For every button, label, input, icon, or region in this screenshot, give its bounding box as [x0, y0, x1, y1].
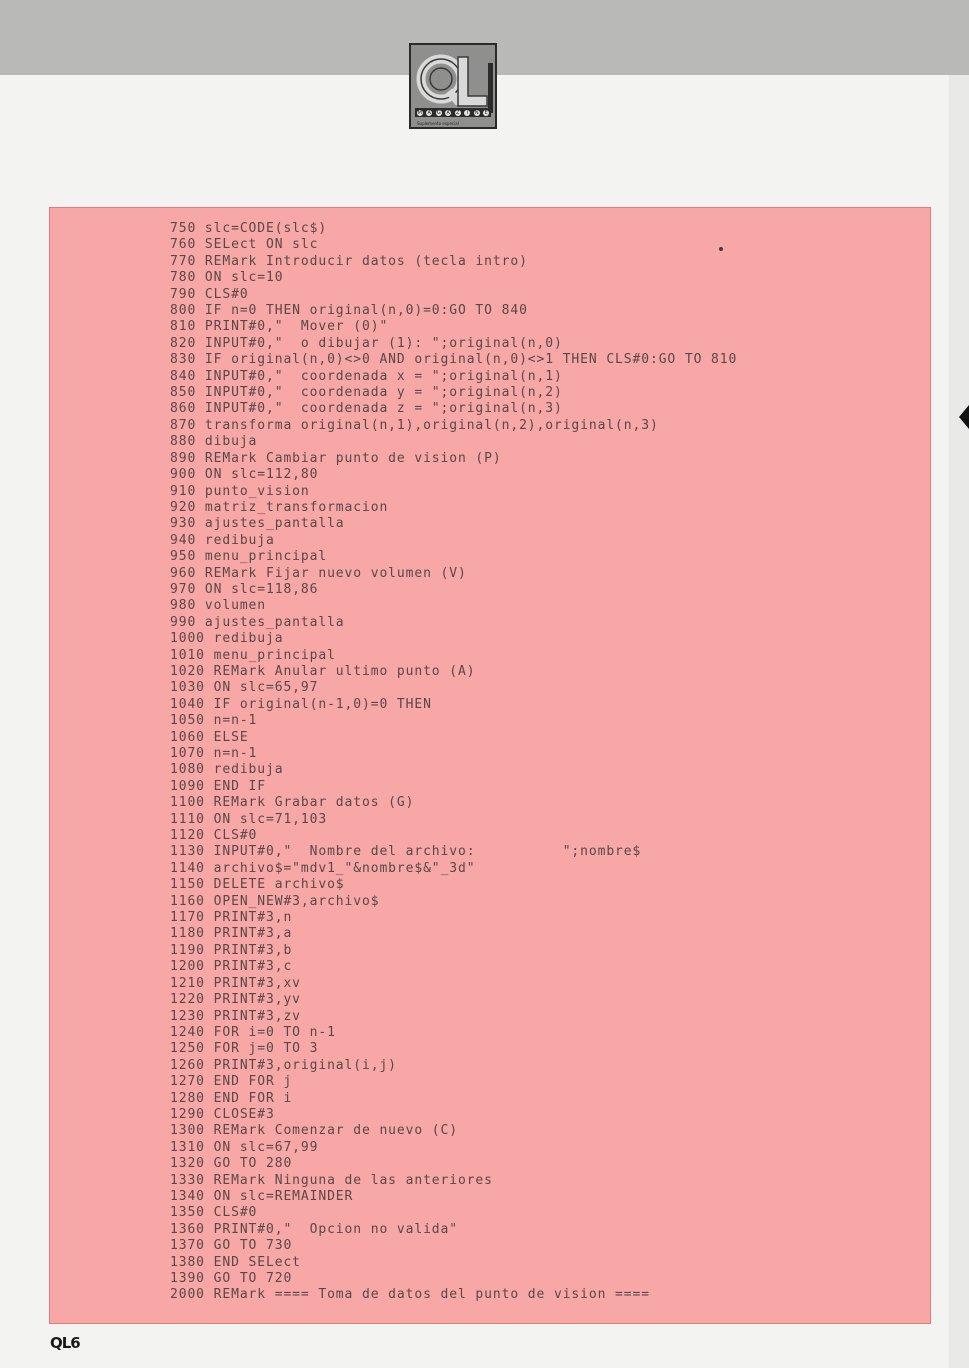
code-line: 1050 n=n-1: [170, 713, 258, 729]
code-line: 890 REMark Cambiar punto de vision (P): [170, 450, 502, 466]
code-line: 980 volumen: [170, 598, 266, 614]
code-line: 940 redibuja: [170, 532, 275, 548]
code-line: 1120 CLS#0: [170, 828, 258, 844]
page-number: QL6: [50, 1334, 80, 1352]
code-line: 1010 menu_principal: [170, 647, 336, 663]
code-line: 930 ajustes_pantalla: [170, 516, 345, 532]
code-line: 1210 PRINT#3,xv: [170, 975, 301, 991]
logo-ribbon-letter: I: [464, 110, 470, 116]
print-speck: [719, 247, 723, 251]
code-line: 750 slc=CODE(slc$): [170, 221, 328, 236]
code-line: 1140 archivo$="mdv1_"&nombre$&"_3d": [170, 860, 476, 876]
code-line: 950 menu_principal: [170, 549, 328, 565]
basic-code-listing: [170, 221, 737, 1304]
code-line: 1270 END FOR j: [170, 1074, 293, 1090]
code-line: 960 REMark Fijar nuevo volumen (V): [170, 565, 467, 581]
logo-ribbon-letter: A: [427, 109, 431, 116]
code-line: 830 IF original(n,0)<>0 AND original(n,0)<>1 THEN CLS#0:GO TO 810: [170, 352, 738, 368]
code-line: 790 CLS#0: [170, 286, 249, 302]
logo-ribbon-letter: N: [474, 109, 479, 116]
code-line: 880 dibuja: [170, 434, 258, 450]
code-line: 810 PRINT#0," Mover (0)": [170, 319, 389, 335]
code-line: 1130 INPUT#0," Nombre del archivo: ";nombre$: [170, 844, 642, 860]
code-line: 1310 ON slc=67,99: [170, 1139, 319, 1155]
code-line: 1070 n=n-1: [170, 746, 258, 761]
logo-ribbon-letter: A: [446, 109, 450, 116]
code-line: 1170 PRINT#3,n: [170, 910, 293, 926]
code-line: 1390 GO TO 720: [170, 1271, 293, 1286]
code-line: 900 ON slc=112,80: [170, 467, 319, 483]
code-line: 1200 PRINT#3,c: [170, 959, 293, 975]
code-line: 1190 PRINT#3,b: [170, 942, 293, 958]
logo-ribbon-letter: M: [417, 109, 422, 116]
code-line: 1220 PRINT#3,yv: [170, 992, 301, 1008]
code-line: 1040 IF original(n-1,0)=0 THEN: [170, 696, 432, 712]
code-line: 1030 ON slc=65,97: [170, 680, 319, 696]
code-line: 1160 OPEN_NEW#3,archivo$: [170, 893, 380, 909]
code-line: 1080 redibuja: [170, 762, 284, 778]
code-line: 1250 FOR j=0 TO 3: [170, 1041, 319, 1057]
code-line: 1240 FOR i=0 TO n-1: [170, 1024, 336, 1040]
code-line: 770 REMark Introducir datos (tecla intro): [170, 253, 528, 269]
code-line: 1380 END SELect: [170, 1254, 301, 1270]
code-line: 1100 REMark Grabar datos (G): [170, 795, 415, 811]
logo-ribbon-letter: G: [436, 109, 441, 116]
code-line: 2000 REMark ==== Toma de datos del punto de vision ====: [170, 1287, 650, 1303]
logo-side-bar: [488, 63, 493, 113]
code-listing-panel: [49, 207, 931, 1324]
code-line: 1090 END IF: [170, 778, 266, 794]
code-line: 1340 ON slc=REMAINDER: [170, 1188, 354, 1204]
code-line: 1350 CLS#0: [170, 1205, 258, 1221]
code-line: 760 SELect ON slc: [170, 237, 319, 253]
code-line: 1320 GO TO 280: [170, 1156, 293, 1172]
code-line: 1370 GO TO 730: [170, 1238, 293, 1254]
logo-ribbon-letter: Z: [456, 109, 460, 116]
code-line: 920 matriz_transformacion: [170, 499, 389, 515]
code-line: 1110 ON slc=71,103: [170, 811, 328, 827]
code-line: 1330 REMark Ninguna de las anteriores: [170, 1172, 493, 1188]
logo-magazine-ribbon: [415, 108, 491, 117]
code-line: 860 INPUT#0," coordenada z = ";original(n,3): [170, 401, 563, 417]
code-line: 970 ON slc=118,86: [170, 581, 319, 597]
logo-ribbon-letter: E: [484, 109, 488, 116]
code-line: 1300 REMark Comenzar de nuevo (C): [170, 1123, 458, 1139]
code-line: 1230 PRINT#3,zv: [170, 1008, 301, 1024]
code-line: 1060 ELSE: [170, 729, 249, 745]
logo-subtitle: Suplemento especial: [417, 121, 459, 126]
code-line: 800 IF n=0 THEN original(n,0)=0:GO TO 840: [170, 303, 528, 319]
code-line: 1020 REMark Anular ultimo punto (A): [170, 663, 476, 679]
code-line: 1180 PRINT#3,a: [170, 926, 293, 942]
code-line: 1260 PRINT#3,original(i,j): [170, 1057, 397, 1073]
code-line: 910 punto_vision: [170, 483, 310, 499]
code-line: 1000 redibuja: [170, 631, 284, 647]
code-line: 870 transforma original(n,1),original(n,2),original(n,3): [170, 417, 659, 433]
code-line: 780 ON slc=10: [170, 270, 284, 286]
code-line: 820 INPUT#0," o dibujar (1): ";original(n,0): [170, 335, 563, 351]
code-line: 1360 PRINT#0," Opcion no valida": [170, 1221, 458, 1237]
code-line: 850 INPUT#0," coordenada y = ";original(n,2): [170, 385, 563, 401]
edge-marker: [959, 405, 969, 429]
page-right-edge: [949, 75, 969, 1368]
code-line: 1280 END FOR i: [170, 1090, 293, 1106]
code-line: 990 ajustes_pantalla: [170, 614, 345, 630]
ql-magazine-logo: [409, 43, 497, 129]
code-line: 1150 DELETE archivo$: [170, 877, 345, 893]
code-line: 1290 CLOSE#3: [170, 1106, 275, 1122]
code-line: 840 INPUT#0," coordenada x = ";original(n,1): [170, 368, 563, 384]
